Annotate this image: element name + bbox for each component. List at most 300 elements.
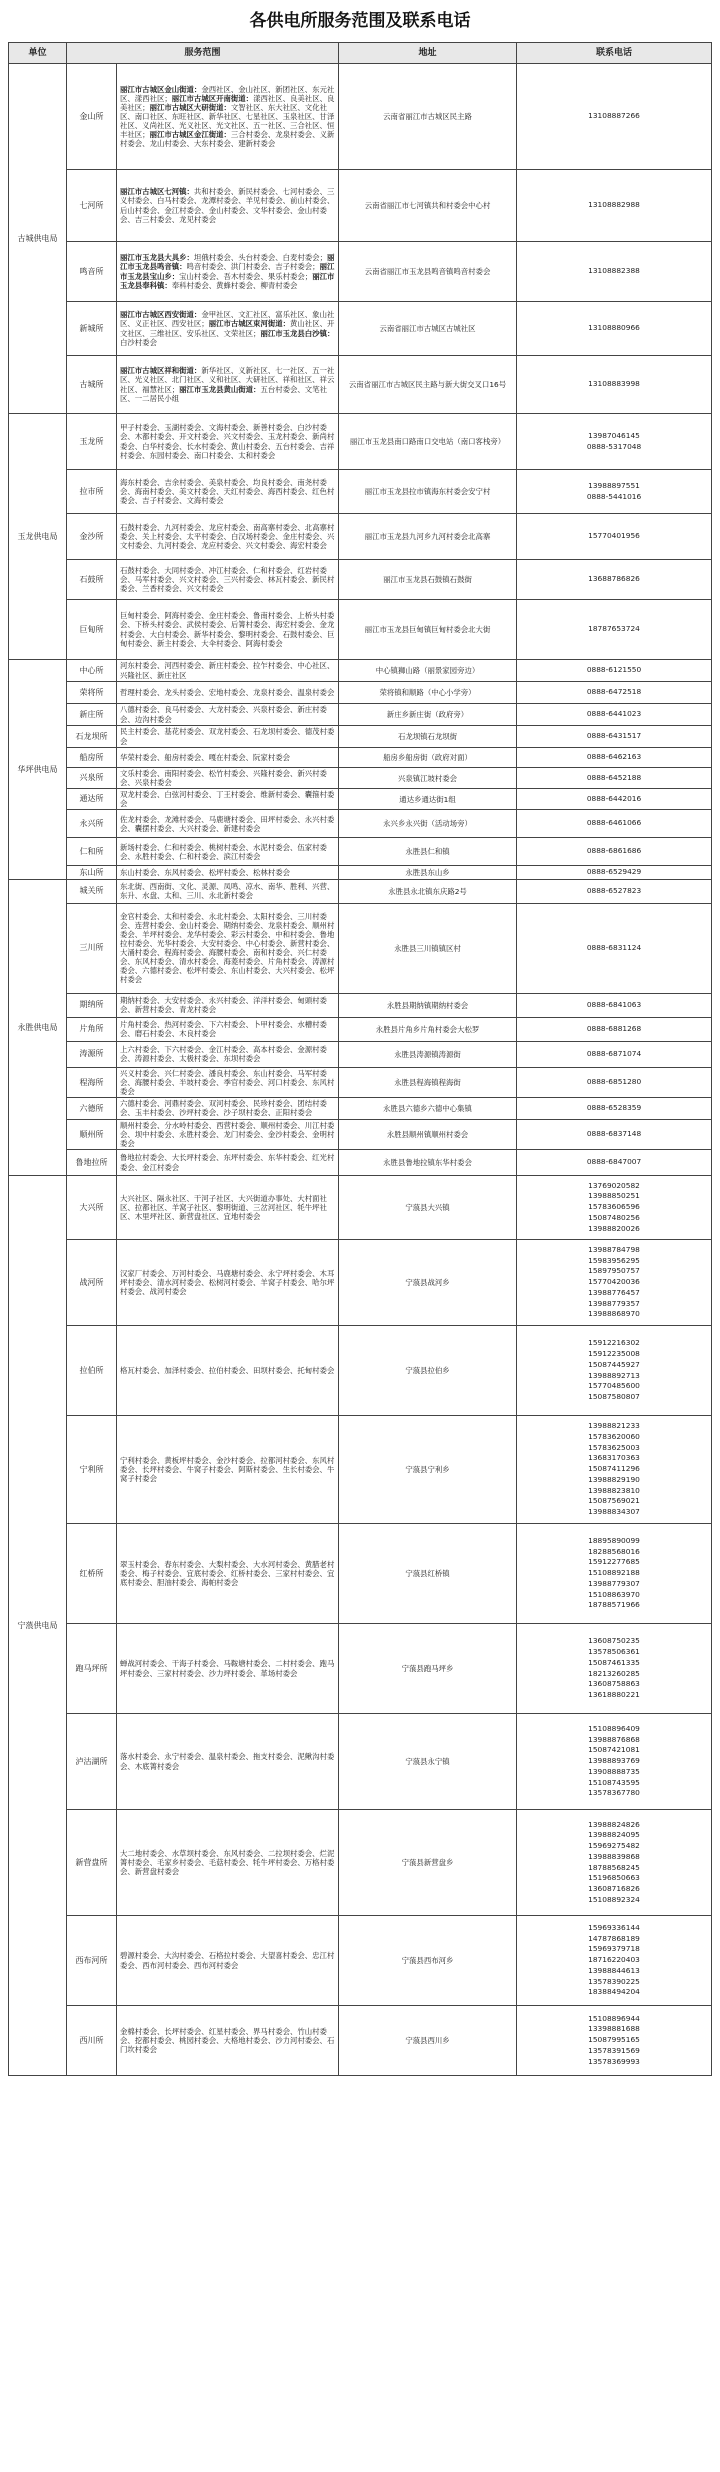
station-name: 三川所 — [67, 903, 117, 993]
phone-number: 13608716826 — [588, 1883, 640, 1893]
scope-segment: 文乐村委会、南阳村委会、松竹村委会、兴隆村委会、新兴村委会、兴泉村委会 — [120, 769, 327, 788]
service-scope — [117, 866, 339, 880]
phone-number: 13988839868 — [588, 1851, 640, 1861]
station-phone — [517, 470, 712, 514]
phone-number: 13608758863 — [588, 1679, 640, 1689]
station-phone — [517, 704, 712, 726]
station-address: 兴泉镇江坡村委会 — [339, 768, 517, 789]
station-name: 古城所 — [67, 356, 117, 414]
scope-segment: 东山村委会、东风村委会、松坪村委会、松林村委会 — [120, 867, 290, 877]
phone-number: 18895890099 — [588, 1536, 640, 1546]
phone-number: 0888-6881268 — [586, 1023, 642, 1033]
station-phone — [517, 302, 712, 356]
station-address: 丽江市玉龙县巨甸镇巨甸村委会北大街 — [339, 600, 517, 660]
phone-number: 0888-6841063 — [586, 999, 642, 1009]
phone-number: 15087461335 — [588, 1657, 640, 1667]
station-phone — [517, 356, 712, 414]
service-scope — [117, 810, 339, 838]
phone-number: 15969275482 — [588, 1841, 640, 1851]
scope-segment: 佐龙村委会、龙滩村委会、马鹿塘村委会、田坪村委会、永兴村委会、囊摆村委会、大兴村委会、新建村委会 — [120, 814, 335, 833]
phone-number: 18788571966 — [588, 1600, 640, 1610]
station-address: 永胜县期纳镇期纳村委会 — [339, 993, 517, 1017]
scope-segment: 甲子村委会、玉湖村委会、文海村委会、新善村委会、白沙村委会、木都村委会、开文村委会、兴文村委会、玉龙村委会、新尚村委会、白华村委会、长水村委会、黄山村委会、五台村委会、吉祥村委会、东园村委会、南口村委会、太和村委会 — [120, 423, 335, 460]
page-title: 各供电所服务范围及联系电话 — [249, 11, 471, 31]
station-address: 永胜县三川镇镇区村 — [339, 903, 517, 993]
station-address: 宁蒗县拉伯乡 — [339, 1326, 517, 1416]
phone-number: 13398881688 — [588, 2024, 640, 2034]
phone-number: 18716220403 — [588, 1955, 640, 1965]
scope-segment: 丽江市古城区金山街道： — [120, 84, 202, 94]
scope-segment: 奉科村委会、黄蜂村委会、柳青村委会 — [171, 280, 298, 290]
station-name: 新城所 — [67, 302, 117, 356]
station-name: 七河所 — [67, 170, 117, 242]
scope-segment: 巨甸村委会、阿海村委会、金庄村委会、鲁南村委会、上桥头村委会、下桥头村委会、武侯村委会、后箐村委会、海宏村委会、金龙村委会、大白村委会、新华村委会、黎明村委会、石鼓村委会、巨甸村委会、新主村委会、大伞村委会、阿海村委会 — [120, 611, 335, 648]
station-name: 巨甸所 — [67, 600, 117, 660]
table-row — [9, 1714, 712, 1810]
station-phone — [517, 866, 712, 880]
phone-number: 0888-6831124 — [586, 942, 642, 952]
service-scope — [117, 1326, 339, 1416]
station-phone — [517, 789, 712, 810]
scope-segment: 新场村委会、仁和村委会、桃树村委会、水泥村委会、伍家村委会、永胜村委会、仁和村委会、滨江村委会 — [120, 842, 327, 861]
station-name: 期纳所 — [67, 993, 117, 1017]
scope-segment: 丽江市玉龙县奉科镇： — [120, 271, 335, 290]
table-row — [9, 704, 712, 726]
station-name: 六德所 — [67, 1097, 117, 1119]
table-body — [9, 64, 712, 2076]
bureau-name: 古城供电局 — [9, 64, 67, 414]
table-row — [9, 2006, 712, 2076]
table-row — [9, 1119, 712, 1149]
scope-segment: 大兴社区、隔永社区、干河子社区、大兴街道办事处、大村面社区、拉都社区、羊窝子社区、黎明街道、三岔河社区、牦牛坪社区、木里坪社区、新营盘社区、宜地村委会 — [120, 1193, 327, 1222]
phone-number: 13683170363 — [588, 1453, 640, 1463]
bureau-name: 宁蒗供电局 — [9, 1176, 67, 2076]
scope-segment: 民主村委会、基花村委会、双龙村委会、石龙坝村委会、德茂村委会 — [120, 727, 335, 746]
scope-segment: 丽江市古城区束河街道： — [208, 319, 291, 329]
scope-segment: 格瓦村委会、加泽村委会、拉伯村委会、田坝村委会、托甸村委会 — [120, 1366, 335, 1375]
table-row — [9, 660, 712, 682]
scope-segment: 汉家厂村委会、万河村委会、马鹿塘村委会、永宁坪村委会、木耳坪村委会、清水河村委会、松树河村委会、羊窝子村委会、哈尔坪村委会、战河村委会 — [120, 1268, 335, 1297]
scope-segment: 石鼓村委会、大同村委会、冲江村委会、仁和村委会、红岩村委会、马军村委会、兴文村委会、三兴村委会、林瓦村委会、新民村委会、兰香村委会、兴文村委会 — [120, 565, 335, 594]
phone-number: 13988776457 — [588, 1287, 640, 1297]
header-address: 地址 — [339, 43, 517, 64]
phone-number: 18787653724 — [588, 624, 640, 634]
station-address: 荣将镇和顺路（中心小学旁） — [339, 682, 517, 704]
phone-number: 15969379718 — [588, 1944, 640, 1954]
table-row — [9, 170, 712, 242]
table-row — [9, 768, 712, 789]
station-address: 永胜县程海镇程海街 — [339, 1067, 517, 1097]
phone-number: 13108880966 — [588, 323, 640, 333]
phone-number: 13988824826 — [588, 1819, 640, 1829]
phone-number: 15783625003 — [588, 1442, 640, 1452]
phone-number: 13988892713 — [588, 1370, 640, 1380]
station-phone — [517, 1524, 712, 1624]
phone-number: 15108743595 — [588, 1777, 640, 1787]
phone-number: 13578391569 — [588, 2045, 640, 2055]
scope-segment: 鸣音村委会、洪门村委会、吉子村委会； — [186, 262, 320, 272]
scope-segment: 白沙村委会 — [120, 337, 157, 347]
phone-number: 13988779357 — [588, 1298, 640, 1308]
table-row — [9, 1916, 712, 2006]
scope-segment: 丽江市玉龙县鸣音镇： — [120, 253, 335, 272]
station-name: 船房所 — [67, 748, 117, 768]
station-phone — [517, 414, 712, 470]
station-address: 丽江市玉龙县南口路南口交电站（南口客栈旁） — [339, 414, 517, 470]
service-scope — [117, 600, 339, 660]
scope-segment: 海东村委会、吉余村委会、美泉村委会、均良村委会、南尧村委会、海南村委会、美文村委会、天红村委会、海西村委会、红色村委会、吉子村委会、文海村委会 — [120, 477, 335, 506]
phone-number: 0888-6528359 — [586, 1103, 642, 1113]
bureau-name: 永胜供电局 — [9, 879, 67, 1175]
phone-number: 13988829190 — [588, 1474, 640, 1484]
scope-segment: 东北街、西南街、文化、灵源、凤鸣、凉水、南华、胜利、兴营、东升、水盘、太和、三川、永北新村委会 — [120, 882, 335, 901]
station-name: 荣将所 — [67, 682, 117, 704]
phone-number: 15087569021 — [588, 1496, 640, 1506]
phone-number: 0888-5441016 — [586, 491, 642, 501]
scope-segment: 新华社区、义新社区、七一社区、五一社区、光义社区、北门社区、义和社区、大研社区、祥和社区、祥云社区、福慧社区； — [120, 366, 335, 394]
phone-number: 14787868189 — [588, 1933, 640, 1943]
service-scope — [117, 1041, 339, 1067]
station-name: 兴泉所 — [67, 768, 117, 789]
table-row — [9, 414, 712, 470]
scope-segment: 翠玉村委会、春东村委会、大梨村委会、大水河村委会、黄腊老村委会、梅子村委会、宜底村委会、红桥村委会、三家村村委会、宜底村委会、胆油村委会、海帕村委会 — [120, 1559, 335, 1588]
station-address: 云南省丽江市古城区民主路与新大街交叉口16号 — [339, 356, 517, 414]
table-row — [9, 1017, 712, 1041]
station-name: 鲁地拉所 — [67, 1150, 117, 1176]
phone-number: 13608750235 — [588, 1636, 640, 1646]
service-scope — [117, 170, 339, 242]
service-scope — [117, 789, 339, 810]
scope-segment: 石鼓村委会、九河村委会、龙应村委会、南高寨村委会、北高寨村委会、关上村委会、太平村委会、白汉场村委会、金庄村委会、兴文村委会、九河村委会、龙应村委会、兴文村委会、海宏村委会 — [120, 522, 335, 551]
scope-segment: 三合村委会、龙泉村委会、义新村委会、龙山村委会、大东村委会、建新村委会 — [120, 130, 335, 149]
station-phone — [517, 1326, 712, 1416]
scope-segment: 丽江市古城区祥和街道： — [120, 366, 202, 376]
station-address: 丽江市玉龙县石鼓镇石鼓街 — [339, 560, 517, 600]
station-phone — [517, 514, 712, 560]
station-address: 永胜县六德乡六德中心集镇 — [339, 1097, 517, 1119]
station-address: 永胜县仁和镇 — [339, 838, 517, 866]
scope-segment: 黄山社区、开文社区、三维社区、安乐社区、文荣社区； — [120, 319, 335, 338]
scope-segment: 八德村委会、良马村委会、大龙村委会、兴泉村委会、新庄村委会、边沟村委会 — [120, 705, 327, 724]
station-phone — [517, 600, 712, 660]
table-row — [9, 1240, 712, 1326]
phone-number: 13988821233 — [588, 1421, 640, 1431]
station-address: 云南省丽江市古城区民主路 — [339, 64, 517, 170]
station-address: 永胜县鲁地拉镇东华村委会 — [339, 1150, 517, 1176]
table-row — [9, 789, 712, 810]
scope-segment: 金棉村委会、长坪村委会、红星村委会、界马村委会、竹山村委会、挖都村委会、桃园村委会、大格地村委会、沙力河村委会、石门坎村委会 — [120, 2026, 335, 2055]
station-name: 程海所 — [67, 1067, 117, 1097]
station-name: 玉龙所 — [67, 414, 117, 470]
service-scope — [117, 768, 339, 789]
phone-number: 13108882988 — [588, 200, 640, 210]
phone-number: 0888-6527823 — [586, 885, 642, 895]
scope-segment: 五台村委会、文笔社区、一二居民小组 — [120, 384, 327, 403]
header-bureau: 单位 — [9, 43, 67, 64]
service-scope — [117, 1524, 339, 1624]
table-row — [9, 1041, 712, 1067]
station-name: 金沙所 — [67, 514, 117, 560]
station-name: 战河所 — [67, 1240, 117, 1326]
station-name: 中心所 — [67, 660, 117, 682]
phone-number: 15912277685 — [588, 1557, 640, 1567]
scope-segment: 顺州村委会、分水岭村委会、西营村委会、顺州村委会、川江村委会、坝中村委会、永胜村委会、龙门村委会、金沙村委会、金明村委会 — [120, 1120, 335, 1148]
station-name: 泸沽湖所 — [67, 1714, 117, 1810]
station-address: 中心镇狮山路（丽景家园旁边） — [339, 660, 517, 682]
bureau-name: 华坪供电局 — [9, 660, 67, 880]
phone-number: 13108887266 — [588, 111, 640, 121]
station-phone — [517, 1119, 712, 1149]
station-name: 跑马坪所 — [67, 1624, 117, 1714]
scope-segment: 坦俄村委会、头台村委会、白麦村委会； — [193, 253, 327, 263]
station-name: 片角所 — [67, 1017, 117, 1041]
scope-segment: 金西社区、金山社区、新团社区、东元社区、漾西社区； — [120, 84, 335, 103]
phone-number: 15770401956 — [588, 531, 640, 541]
scope-segment: 宝山村委会、吾木村委会、果乐村委会； — [179, 271, 313, 281]
scope-segment: 河东村委会、河西村委会、新庄村委会、拉乍村委会、中心社区、兴隆社区、新庄社区 — [120, 661, 335, 680]
station-name: 新庄所 — [67, 704, 117, 726]
phone-number: 0888-6861686 — [586, 846, 642, 856]
service-scope — [117, 242, 339, 302]
station-name: 西川所 — [67, 2006, 117, 2076]
service-scope — [117, 903, 339, 993]
phone-number: 13987046145 — [588, 430, 640, 440]
phone-number: 13988823810 — [588, 1485, 640, 1495]
table-row — [9, 1176, 712, 1240]
phone-number: 0888-6529429 — [586, 867, 642, 877]
phone-number: 13908888735 — [588, 1766, 640, 1776]
station-phone — [517, 682, 712, 704]
service-scope — [117, 64, 339, 170]
scope-segment: 大二地村委会、水草坝村委会、东风村委会、二拉坝村委会、烂泥箐村委会、毛家乡村委会、毛菇村委会、牦牛坪村委会、万格村委会、新营盘村委会 — [120, 1848, 335, 1877]
service-scope — [117, 1416, 339, 1524]
service-scope — [117, 1240, 339, 1326]
station-phone — [517, 810, 712, 838]
station-name: 红桥所 — [67, 1524, 117, 1624]
service-scope — [117, 1119, 339, 1149]
station-address: 丽江市玉龙县拉市镇海东村委会安宁村 — [339, 470, 517, 514]
station-phone — [517, 1624, 712, 1714]
station-address: 石龙坝镇石龙坝街 — [339, 726, 517, 748]
table-row — [9, 356, 712, 414]
phone-number: 0888-6847007 — [586, 1157, 642, 1167]
scope-segment: 丽江市古城区七河镇： — [120, 187, 194, 197]
service-scope — [117, 726, 339, 748]
scope-segment: 鲁地拉村委会、大长坪村委会、东坪村委会、东华村委会、红光村委会、金江村委会 — [120, 1153, 335, 1172]
scope-segment: 丽江市古城区西安街道： — [120, 310, 202, 320]
phone-number: 0888-6452188 — [586, 772, 642, 782]
station-address: 永胜县涛源镇涛源街 — [339, 1041, 517, 1067]
table-row — [9, 1416, 712, 1524]
scope-segment: 落水村委会、永宁村委会、温泉村委会、拖支村委会、泥鳅沟村委会、木底箐村委会 — [120, 1752, 335, 1771]
table-row — [9, 726, 712, 748]
station-phone — [517, 560, 712, 600]
station-phone — [517, 768, 712, 789]
station-name: 西布河所 — [67, 1916, 117, 2006]
station-address: 宁蒗县大兴镇 — [339, 1176, 517, 1240]
station-phone — [517, 1150, 712, 1176]
station-address: 宁蒗县宁利乡 — [339, 1416, 517, 1524]
service-scope — [117, 1176, 339, 1240]
scope-segment: 宁利村委会、黄板坪村委会、金沙村委会、拉都河村委会、东风村委会、长坪村委会、牛窝子村委会、阿斯村委会、生长村委会、牛窝子村委会 — [120, 1455, 335, 1484]
table-header-row — [9, 43, 712, 64]
station-address: 宁蒗县永宁镇 — [339, 1714, 517, 1810]
phone-number: 13988779307 — [588, 1578, 640, 1588]
service-scope — [117, 993, 339, 1017]
table-row — [9, 903, 712, 993]
station-name: 大兴所 — [67, 1176, 117, 1240]
station-address: 宁蒗县跑马坪乡 — [339, 1624, 517, 1714]
phone-number: 13618880221 — [588, 1689, 640, 1699]
service-scope — [117, 748, 339, 768]
station-name: 石鼓所 — [67, 560, 117, 600]
table-row — [9, 600, 712, 660]
header-phone: 联系电话 — [517, 43, 712, 64]
phone-number: 0888-5317048 — [586, 441, 642, 451]
service-scope — [117, 1067, 339, 1097]
station-phone — [517, 170, 712, 242]
scope-segment: 文智社区、东大社区、文化社区、南口社区、东旺社区、新华社区、七星社区、玉泉社区、甘泽社区、义尚社区、光义社区、光文社区、五一社区、三合社区、恒丰社区； — [120, 102, 335, 140]
service-scope — [117, 414, 339, 470]
station-address: 永胜县顺州镇顺州村委会 — [339, 1119, 517, 1149]
scope-segment: 片角村委会、热河村委会、下六村委会、卜甲村委会、水槽村委会、磨石村委会、木良村委会 — [120, 1020, 327, 1039]
station-name: 拉伯所 — [67, 1326, 117, 1416]
phone-number: 15912216302 — [588, 1338, 640, 1348]
phone-number: 13108883998 — [588, 379, 640, 389]
station-name: 石龙坝所 — [67, 726, 117, 748]
table-row — [9, 838, 712, 866]
phone-number: 0888-6462163 — [586, 752, 642, 762]
phone-number: 15783620060 — [588, 1432, 640, 1442]
station-address: 永胜县东山乡 — [339, 866, 517, 880]
phone-number: 13988784798 — [588, 1245, 640, 1255]
table-row — [9, 748, 712, 768]
station-name: 鸣音所 — [67, 242, 117, 302]
station-name: 顺州所 — [67, 1119, 117, 1149]
station-phone — [517, 726, 712, 748]
station-address: 新庄乡新庄街（政府旁） — [339, 704, 517, 726]
station-address: 永胜县片角乡片角村委会大松罗 — [339, 1017, 517, 1041]
station-address: 宁蒗县战河乡 — [339, 1240, 517, 1326]
station-address: 永兴乡永兴街（活动场旁） — [339, 810, 517, 838]
scope-segment: 金官村委会、太和村委会、永北村委会、太阳村委会、三川村委会、连营村委会、金山村委会、期纳村委会、龙泉村委会、顺州村委会、羊坪村委会、龙华村委会、彩云村委会、中和村委会、鲁地拉村委会、光华村委会、大安村委会、中心村委会、新营村委会、大涌村委会、程海村委会、海腰村委会、南和村委会、兴仁村委会、东风村委会、清水村委会、海菱村委会、片角村委会、涛源村委会、六德村委会、松坪村委会、东山村委会、大兴村委会、松坪村委会 — [120, 912, 335, 985]
station-phone — [517, 64, 712, 170]
station-phone — [517, 660, 712, 682]
table-row — [9, 302, 712, 356]
phone-number: 15770420036 — [588, 1277, 640, 1287]
station-name: 仁和所 — [67, 838, 117, 866]
station-phone — [517, 2006, 712, 2076]
phone-number: 15108892188 — [588, 1568, 640, 1578]
phone-number: 0888-6871074 — [586, 1048, 642, 1058]
scope-segment: 六德村委会、河鼎村委会、双河村委会、民珍村委会、团结村委会、玉丰村委会、沙坪村委会、沙子坝村委会、正阳村委会 — [120, 1099, 327, 1118]
phone-number: 13578369993 — [588, 2056, 640, 2066]
phone-number: 0888-6431517 — [586, 731, 642, 741]
scope-segment: 丽江市玉龙县黄山街道： — [179, 384, 261, 394]
phone-number: 0888-6472518 — [586, 687, 642, 697]
service-scope — [117, 1150, 339, 1176]
service-scope — [117, 356, 339, 414]
phone-number: 13988897551 — [588, 480, 640, 490]
phone-number: 15897950757 — [588, 1266, 640, 1276]
table-row — [9, 1810, 712, 1916]
service-scope — [117, 1097, 339, 1119]
service-scope — [117, 660, 339, 682]
scope-segment: 上六村委会、下六村委会、金江村委会、高本村委会、金源村委会、涛源村委会、太极村委会、东坝村委会 — [120, 1045, 327, 1064]
phone-number: 13988850251 — [588, 1191, 640, 1201]
phone-number: 13988868970 — [588, 1309, 640, 1319]
table-row — [9, 866, 712, 880]
table-row — [9, 810, 712, 838]
phone-number: 13688786826 — [588, 574, 640, 584]
scope-segment: 丽江市古城区金江街道： — [149, 130, 231, 140]
phone-number: 0888-6837148 — [586, 1129, 642, 1139]
table-row — [9, 470, 712, 514]
station-name: 永兴所 — [67, 810, 117, 838]
phone-number: 15087445927 — [588, 1359, 640, 1369]
phone-number: 13578506361 — [588, 1647, 640, 1657]
station-phone — [517, 242, 712, 302]
scope-segment: 蝉战河村委会、干海子村委会、马鞍塘村委会、二村村委会、跑马坪村委会、三家村村委会、沙力坪村委会、革场村委会 — [120, 1659, 335, 1678]
table-row — [9, 1150, 712, 1176]
table-row — [9, 879, 712, 903]
station-phone — [517, 879, 712, 903]
station-phone — [517, 1017, 712, 1041]
phone-number: 18388494204 — [588, 1987, 640, 1997]
table-row — [9, 1624, 712, 1714]
station-address: 船房乡船房街（政府对面） — [339, 748, 517, 768]
station-name: 宁利所 — [67, 1416, 117, 1524]
service-scope — [117, 1810, 339, 1916]
station-address: 云南省丽江市七河镇共和村委会中心村 — [339, 170, 517, 242]
phone-number: 18213260285 — [588, 1668, 640, 1678]
table-row — [9, 1326, 712, 1416]
scope-segment: 丽江市玉龙县白沙镇： — [260, 328, 335, 338]
station-name: 新营盘所 — [67, 1810, 117, 1916]
service-scope — [117, 1714, 339, 1810]
table-row — [9, 242, 712, 302]
service-scope — [117, 682, 339, 704]
header-scope: 服务范围 — [67, 43, 339, 64]
station-phone — [517, 1240, 712, 1326]
station-address: 通达乡通达街1组 — [339, 789, 517, 810]
phone-number: 15087480256 — [588, 1212, 640, 1222]
service-scope — [117, 1017, 339, 1041]
station-address: 宁蒗县红桥镇 — [339, 1524, 517, 1624]
phone-number: 18788568245 — [588, 1862, 640, 1872]
station-phone — [517, 1067, 712, 1097]
phone-number: 15983956295 — [588, 1255, 640, 1265]
phone-number: 0888-6461066 — [586, 818, 642, 828]
station-address: 丽江市玉龙县九河乡九河村委会北高寨 — [339, 514, 517, 560]
phone-number: 0888-6121550 — [586, 665, 642, 675]
table-row — [9, 514, 712, 560]
service-scope — [117, 1916, 339, 2006]
scope-segment: 漾西社区、良美社区、良美社区； — [120, 93, 335, 112]
phone-number: 13769020582 — [588, 1180, 640, 1190]
station-name: 东山所 — [67, 866, 117, 880]
scope-segment: 丽江市古城区开南街道： — [171, 93, 254, 103]
station-phone — [517, 1810, 712, 1916]
phone-number: 15087421081 — [588, 1745, 640, 1755]
service-scope — [117, 560, 339, 600]
table-row — [9, 560, 712, 600]
station-name: 涛源所 — [67, 1041, 117, 1067]
phone-number: 15087995165 — [588, 2035, 640, 2045]
service-scope — [117, 514, 339, 560]
station-phone — [517, 1416, 712, 1524]
phone-number: 13988820026 — [588, 1223, 640, 1233]
